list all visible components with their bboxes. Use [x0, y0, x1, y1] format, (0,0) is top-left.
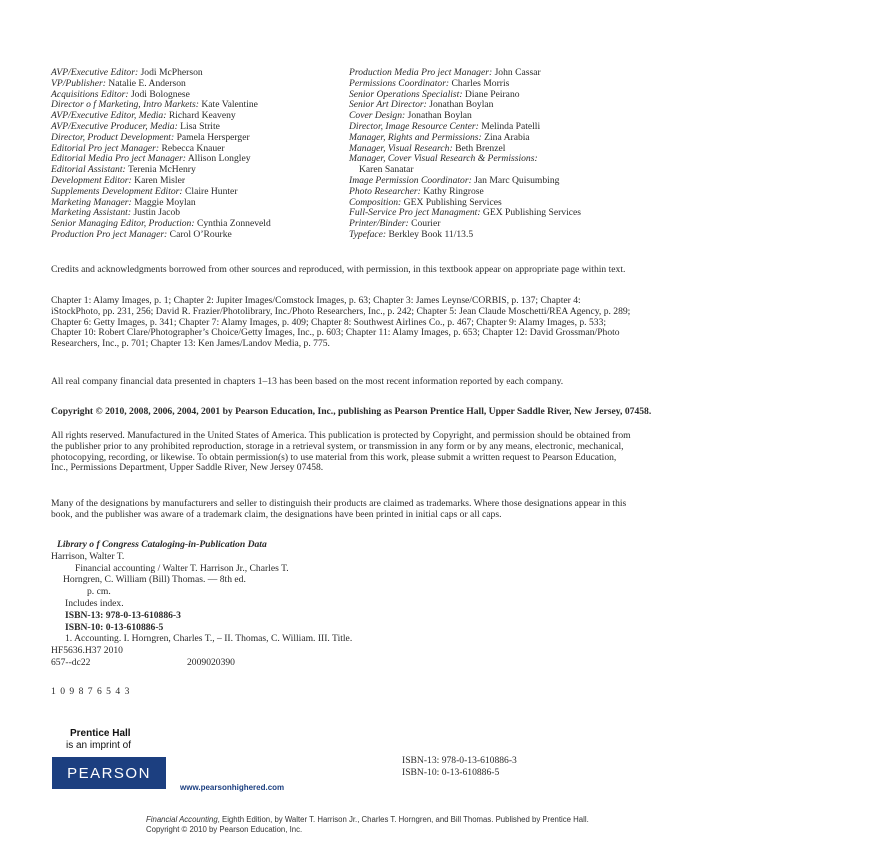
credit-line: Marketing Assistant: Justin Jacob: [51, 207, 181, 219]
credit-line: AVP/Executive Editor: Jodi McPherson: [51, 67, 203, 78]
footer-book-title: Financial Accounting: [146, 815, 218, 824]
credit-line: Production Pro ject Manager: Carol O’Rourke: [51, 228, 232, 240]
cip-subjects: 1. Accounting. I. Horngren, Charles T., – II. Thomas, C. William. III. Title.: [65, 633, 353, 645]
credit-line: Development Editor: Karen Misler: [51, 174, 186, 186]
credits-acknowledgment-paragraph: Credits and acknowledgments borrowed from other sources and reproduced, with permission, in this textbook appear on appropriate page within text.: [51, 264, 626, 275]
credit-line: Senior Art Director: Jonathan Boylan: [349, 99, 494, 111]
credit-line: Production Media Pro ject Manager: John Cassar: [349, 67, 541, 78]
cip-classification-row: [51, 657, 471, 669]
financial-data-note: All real company financial data presented in chapters 1–13 has been based on the most recent information reported by each company.: [51, 376, 564, 387]
credit-line: Director, Product Development: Pamela Hersperger: [51, 131, 250, 143]
pearson-logo-text: PEARSON: [67, 764, 151, 782]
credit-line: Full-Service Pro ject Managment: GEX Publishing Services: [349, 207, 581, 219]
staff-credits-left-column: [51, 68, 349, 241]
credit-line: Composition: GEX Publishing Services: [349, 196, 502, 208]
cataloging-in-publication-data: [51, 539, 471, 669]
credit-line: Photo Researcher: Kathy Ringrose: [349, 185, 484, 197]
imprint-statement: [66, 728, 131, 752]
copyright-notice: Copyright © 2010, 2008, 2006, 2004, 2001 by Pearson Education, Inc., publishing as Pearson Prentice Hall, Upper Saddle River, New Jersey, 07458.: [51, 406, 652, 417]
cip-author: Harrison, Walter T.: [51, 550, 125, 562]
credit-line: Director, Image Resource Center: Melinda Patelli: [349, 120, 541, 132]
cip-dewey: 657--dc22: [51, 656, 91, 668]
cip-lccn: 2009020390: [187, 656, 235, 668]
credit-line: Cover Design: Jonathan Boylan: [349, 110, 472, 122]
cip-title: Library o f Congress Cataloging-in-Publication Data: [57, 539, 267, 550]
cip-isbn13: ISBN-13: 978-0-13-610886-3: [65, 609, 181, 621]
isbn-block: [402, 755, 517, 779]
credit-line: AVP/Executive Editor, Media: Richard Keaveny: [51, 110, 236, 122]
staff-credits: [51, 68, 771, 241]
footer-line-1: Financial Accounting, Eighth Edition, by Walter T. Harrison Jr., Charles T. Horngren, and Bill Thomas. Published by Prentice Hall.: [146, 815, 589, 824]
pearson-logo: [52, 757, 166, 789]
rights-reserved-paragraph: All rights reserved. Manufactured in the United States of America. This publication is protected by Copyright, and permission should be obtained from the publisher prior to any prohibited reproduction, storage in a retrieval system, or transmission in any form or by any means, electronic, mechanical, photocopying, recording, or likewise. To obtain permission(s) to use material from this work, please submit a written request to Pearson Education, Inc., Permissions Department, Upper Saddle River, New Jersey 07458.: [51, 430, 631, 474]
edition-footer: [146, 815, 786, 835]
credit-line: Supplements Development Editor: Claire Hunter: [51, 185, 238, 197]
credit-line: Permissions Coordinator: Charles Morris: [349, 77, 510, 89]
cip-call-number: HF5636.H37 2010: [51, 645, 123, 657]
credit-line: Manager, Visual Research: Beth Brenzel: [349, 142, 506, 154]
credit-line: Manager, Rights and Permissions: Zina Arabia: [349, 131, 530, 143]
cip-pages: p. cm.: [87, 586, 111, 598]
trademarks-paragraph: Many of the designations by manufacturers and seller to distinguish their products are claimed as trademarks. Where those designations appear in this book, and the publisher was aware of a trademark claim, the designations have been printed in initial caps or all caps.: [51, 498, 627, 520]
credit-line: Marketing Manager: Maggie Moylan: [51, 196, 196, 208]
credit-line: Editorial Media Pro ject Manager: Allison Longley: [51, 153, 251, 165]
credit-line: Acquisitions Editor: Jodi Bolognese: [51, 88, 190, 100]
footer-line-2: Copyright © 2010 by Pearson Education, Inc.: [146, 825, 303, 834]
credit-line: Editorial Pro ject Manager: Rebecca Knauer: [51, 142, 225, 154]
staff-credits-right-column: [349, 68, 729, 241]
publisher-website: www.pearsonhighered.com: [180, 783, 285, 792]
credit-line: Manager, Cover Visual Research & Permissions:: [349, 153, 538, 165]
credit-line: Image Permission Coordinator: Jan Marc Quisumbing: [349, 174, 560, 186]
isbn13: ISBN-13: 978-0-13-610886-3: [402, 755, 517, 766]
credit-line: VP/Publisher: Natalie E. Anderson: [51, 77, 186, 89]
credit-line: Karen Sanatar: [359, 164, 414, 176]
credit-line: Typeface: Berkley Book 11/13.5: [349, 228, 474, 240]
isbn10: ISBN-10: 0-13-610886-5: [402, 767, 500, 778]
cip-index: Includes index.: [65, 597, 124, 609]
cip-isbn10: ISBN-10: 0-13-610886-5: [65, 621, 164, 633]
imprint-text: is an imprint of: [66, 740, 132, 751]
publisher-name: Prentice Hall: [70, 728, 131, 739]
credit-line: Director o f Marketing, Intro Markets: Kate Valentine: [51, 99, 258, 111]
print-line: 1 0 9 8 7 6 5 4 3: [51, 686, 131, 697]
cip-title-line: Financial accounting / Walter T. Harrison Jr., Charles T.: [75, 562, 289, 574]
chapter-photo-credits-paragraph: Chapter 1: Alamy Images, p. 1; Chapter 2: Jupiter Images/Comstock Images, p. 63; Chapter 3: James Leynse/CORBIS, p. 137; Chapter 4: iStockPhoto, pp. 231, 256; David R. Frazier/Photolibrary, Inc./Photo Researchers, Inc., p. 242; Chapter 5: Jean Claude Moschetti/REA Agency, p. 289; Chapter 6: Getty Images, p. 341; Chapter 7: Alamy Images, p. 409; Chapter 8: Southwest Airlines Co., p. 467; Chapter 9: Alamy Images, p. 533; Chapter 10: Robert Clare/Photographer’s Choice/Getty Images, Inc., p. 603; Chapter 11: Alamy Images, p. 653; Chapter 12: David Grossman/Photo Researchers, Inc., p. 701; Chapter 13: Ken James/Landov Media, p. 775.: [51, 295, 631, 350]
credit-line: Senior Operations Specialist: Diane Peirano: [349, 88, 520, 100]
cip-coauthor: Horngren, C. William (Bill) Thomas. — 8th ed.: [63, 574, 246, 586]
credit-line: Senior Managing Editor, Production: Cynthia Zonneveld: [51, 218, 271, 230]
credit-line: AVP/Executive Producer, Media: Lisa Strite: [51, 120, 220, 132]
credit-line: Editorial Assistant: Terenia McHenry: [51, 164, 196, 176]
credit-line: Printer/Binder: Courier: [349, 218, 441, 230]
